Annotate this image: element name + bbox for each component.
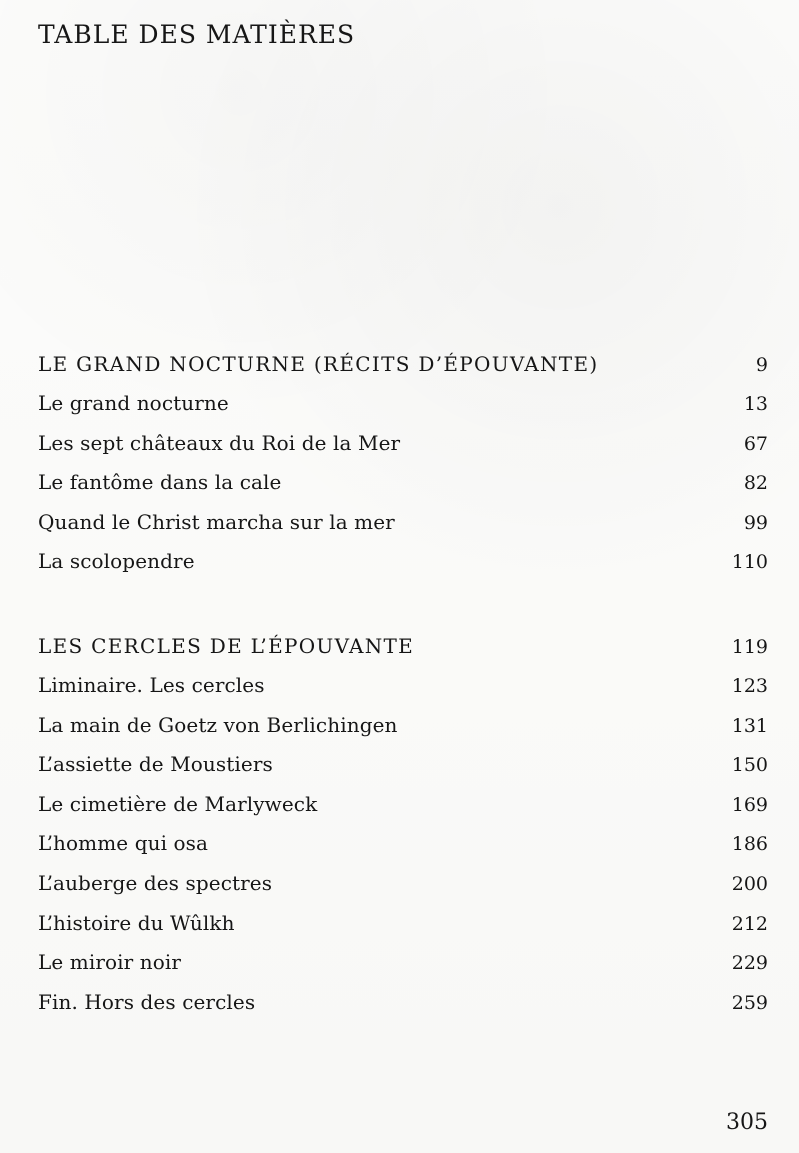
- entry-page-number: 200: [731, 872, 768, 895]
- toc-entry: [38, 752, 768, 792]
- toc-section-le-grand-nocturne: [38, 352, 768, 589]
- entry-title: Les sept châteaux du Roi de la Mer: [38, 430, 401, 455]
- toc-entry: [38, 831, 768, 871]
- entry-page-number: 110: [731, 551, 768, 574]
- entry-title: Le fantôme dans la cale: [38, 470, 282, 495]
- entry-title: Le cimetière de Marlyweck: [38, 791, 318, 816]
- section-title: LES CERCLES DE L’ÉPOUVANTE: [38, 634, 415, 658]
- toc-entry: [38, 510, 768, 550]
- toc-entry: [38, 470, 768, 510]
- toc-entry: [38, 792, 768, 832]
- entry-title: Liminaire. Les cercles: [38, 673, 265, 697]
- entry-page-number: 82: [743, 472, 768, 495]
- entry-title: L’auberge des spectres: [38, 870, 273, 895]
- entry-title: Le miroir noir: [38, 950, 182, 975]
- entry-page-number: 67: [743, 432, 768, 455]
- entry-title: Le grand nocturne: [38, 391, 229, 415]
- entry-page-number: 212: [731, 912, 768, 935]
- section-title: LE GRAND NOCTURNE (RÉCITS D’ÉPOUVANTE): [38, 352, 599, 376]
- entry-page-number: 13: [743, 393, 768, 415]
- page-number: 305: [726, 1110, 768, 1135]
- entry-page-number: 99: [743, 511, 768, 534]
- toc-section-heading: [38, 634, 768, 673]
- toc-entry: [38, 911, 768, 951]
- toc-entry: [38, 431, 768, 471]
- toc-section-heading: [38, 352, 768, 391]
- page-title: TABLE DES MATIÈRES: [38, 20, 356, 49]
- entry-page-number: 186: [731, 833, 768, 856]
- entry-title: La main de Goetz von Berlichingen: [38, 712, 398, 737]
- toc-entry: [38, 871, 768, 911]
- section-page-number: 119: [731, 636, 768, 658]
- toc-section-les-cercles-de-lepouvante: [38, 634, 768, 1029]
- toc-entry: [38, 549, 768, 589]
- section-page-number: 9: [755, 354, 768, 376]
- entry-title: L’homme qui osa: [38, 831, 209, 856]
- toc-entry: [38, 673, 768, 713]
- entry-title: L’assiette de Moustiers: [38, 752, 273, 777]
- toc-entry: [38, 713, 768, 753]
- entry-page-number: 150: [731, 754, 768, 777]
- entry-page-number: 123: [731, 675, 768, 697]
- entry-page-number: 131: [731, 714, 768, 737]
- toc-entry: [38, 990, 768, 1030]
- entry-page-number: 229: [731, 952, 768, 975]
- toc-entry: [38, 950, 768, 990]
- entry-title: La scolopendre: [38, 549, 195, 574]
- entry-title: Quand le Christ marcha sur la mer: [38, 509, 395, 534]
- toc-entry: [38, 391, 768, 431]
- entry-title: L’histoire du Wûlkh: [38, 910, 235, 935]
- entry-title: Fin. Hors des cercles: [38, 989, 256, 1014]
- entry-page-number: 169: [731, 793, 768, 816]
- entry-page-number: 259: [731, 991, 768, 1014]
